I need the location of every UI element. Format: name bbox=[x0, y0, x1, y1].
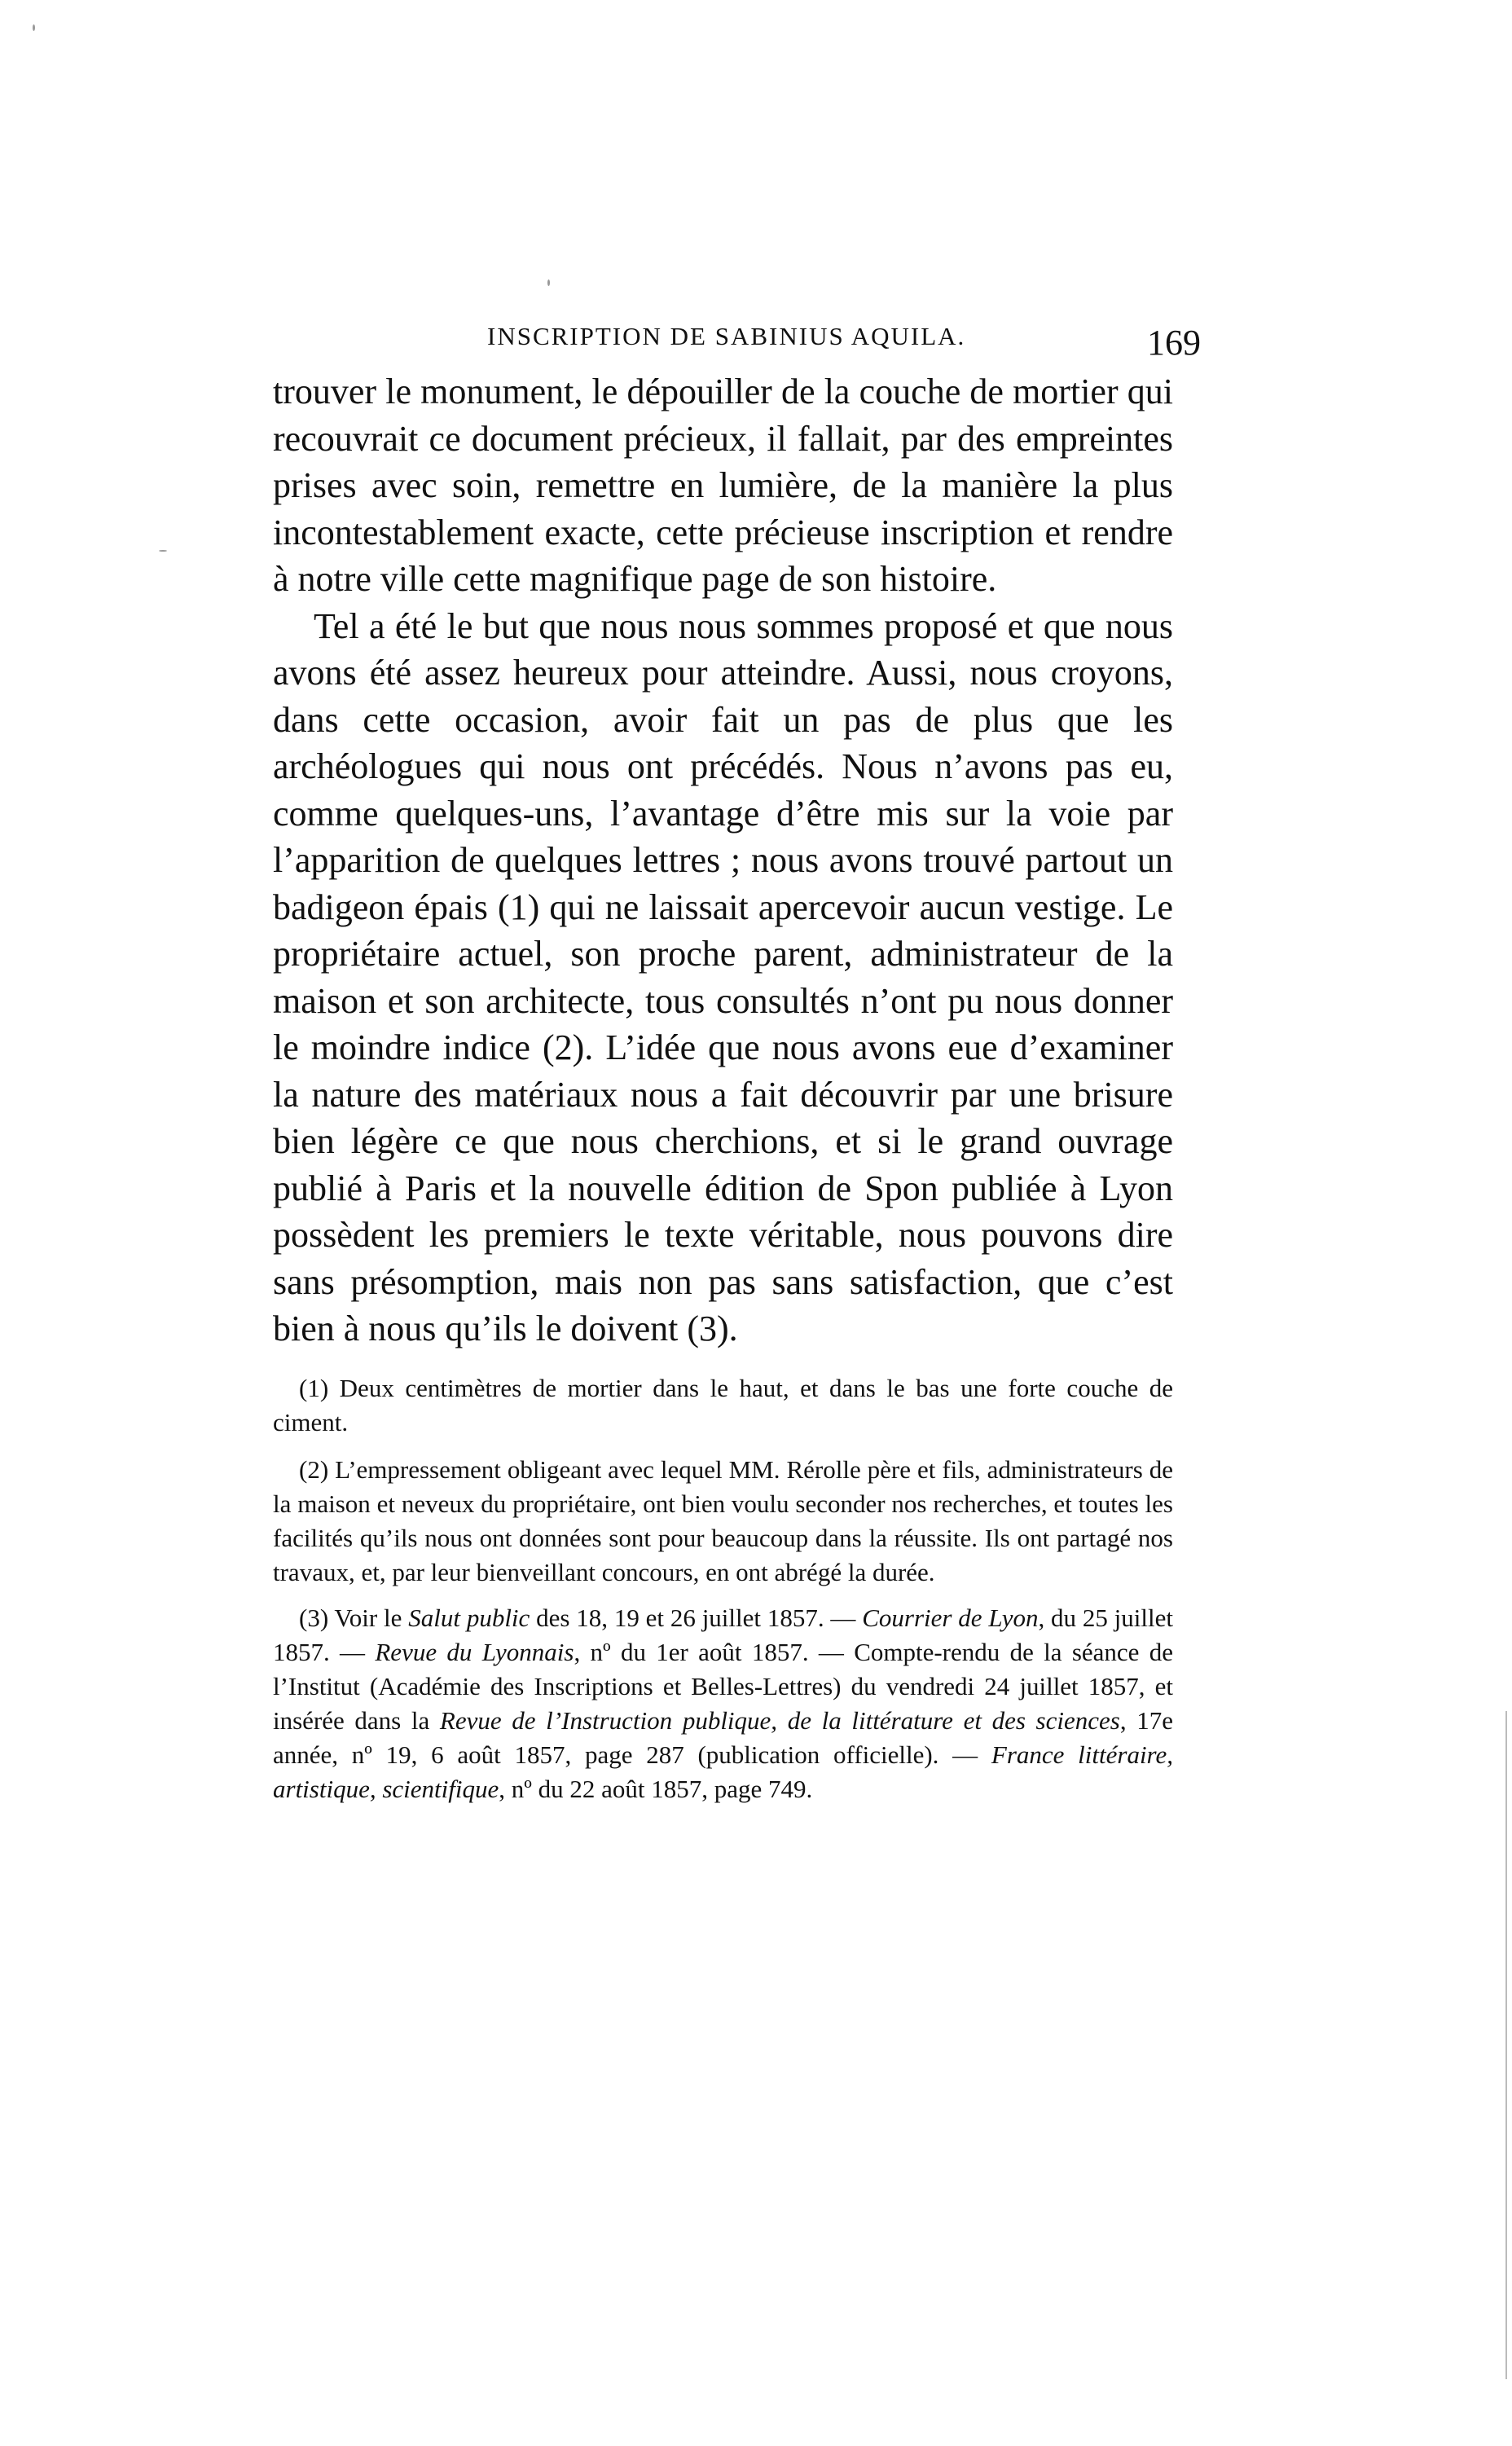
footnote-3-title-courrier: Courrier de Lyon bbox=[862, 1604, 1039, 1632]
footnote-3-text: , nº du 22 août 1857, page 749. bbox=[499, 1775, 813, 1803]
footnote-3-title-revue-lyonnais: Revue du Lyonnais bbox=[375, 1638, 574, 1666]
footnote-3-title-revue-instruction: Revue de l’Instruction publique, de la littérature et des sciences bbox=[439, 1706, 1120, 1735]
page-number: 169 bbox=[1147, 323, 1201, 363]
paragraph-1: trouver le monument, le dépouiller de la couche de mortier qui recouvrait ce document précieux, il fallait, par des empreintes prises avec soin, remettre en lumière, de la manière la plus incontestablement exacte, cette précieuse inscription et rendre à notre ville cette magnifique page de son histoire. bbox=[273, 372, 1173, 599]
footnote-3 bbox=[273, 1601, 1173, 1806]
footnote-1: (1) Deux centimètres de mortier dans le haut, et dans le bas une forte couche de ciment. bbox=[273, 1374, 1173, 1436]
scan-speck bbox=[33, 24, 35, 31]
footnote-2: (2) L’empressement obligeant avec lequel MM. Rérolle père et fils, administrateurs de la maison et neveux du propriétaire, ont bien voulu seconder nos recherches, et toutes les facilités qu’ils nous ont données sont pour beaucoup dans la réussite. Ils ont partagé nos travaux, et, par leur bienveillant concours, en ont abrégé la durée. bbox=[273, 1455, 1173, 1586]
main-text bbox=[273, 368, 1173, 1353]
scan-speck bbox=[159, 550, 167, 552]
footnote-3-text: , nº du 1er août 1857. — Compte-rendu de la séance de l’Institut (Académie des Inscriptions et Belles-Lettres) du vendredi 24 juillet 1857, et insérée dans la bbox=[273, 1638, 1173, 1735]
scan-edge-line bbox=[1505, 1711, 1507, 2379]
scan-speck bbox=[547, 279, 550, 286]
footnote-3-title-salut-public: Salut public bbox=[408, 1604, 530, 1632]
footnote-3-text: , du 25 juillet 1857. — bbox=[273, 1604, 1174, 1666]
paragraph-2: Tel a été le but que nous nous sommes proposé et que nous avons été assez heureux pour atteindre. Aussi, nous croyons, dans cette occasion, avoir fait un pas de plus que les archéologues qui nous ont précédés. Nous n’avons pas eu, comme quelques-uns, l’avantage d’être mis sur la voie par l’apparition de quelques lettres ; nous avons trouvé partout un badigeon épais (1) qui ne laissait apercevoir aucun vestige. Le propriétaire actuel, son proche parent, administrateur de la maison et son architecte, tous consultés n’ont pu nous donner le moindre indice (2). L’idée que nous avons eue d’examiner la nature des matériaux nous a fait découvrir par une brisure bien légère ce que nous cherchions, et si le grand ouvrage publié à Paris et la nouvelle édition de Spon publiée à Lyon possèdent les premiers le texte véritable, nous pouvons dire sans présomption, mais non pas sans satisfaction, que c’est bien à nous qu’ils le doivent (3). bbox=[273, 605, 1173, 1348]
footnote-3-text: , 17e année, nº 19, 6 août 1857, page 287 (publication officielle). — bbox=[273, 1706, 1173, 1769]
footnote-3-text: (3) Voir le bbox=[299, 1604, 409, 1632]
footnote-3-text: des 18, 19 et 26 juillet 1857. — bbox=[530, 1604, 863, 1632]
running-title: INSCRIPTION DE SABINIUS AQUILA. bbox=[487, 322, 966, 350]
footnote-3-title-france-litteraire: France littéraire, artistique, scientifique bbox=[273, 1740, 1173, 1803]
footnotes bbox=[273, 1371, 1173, 1811]
